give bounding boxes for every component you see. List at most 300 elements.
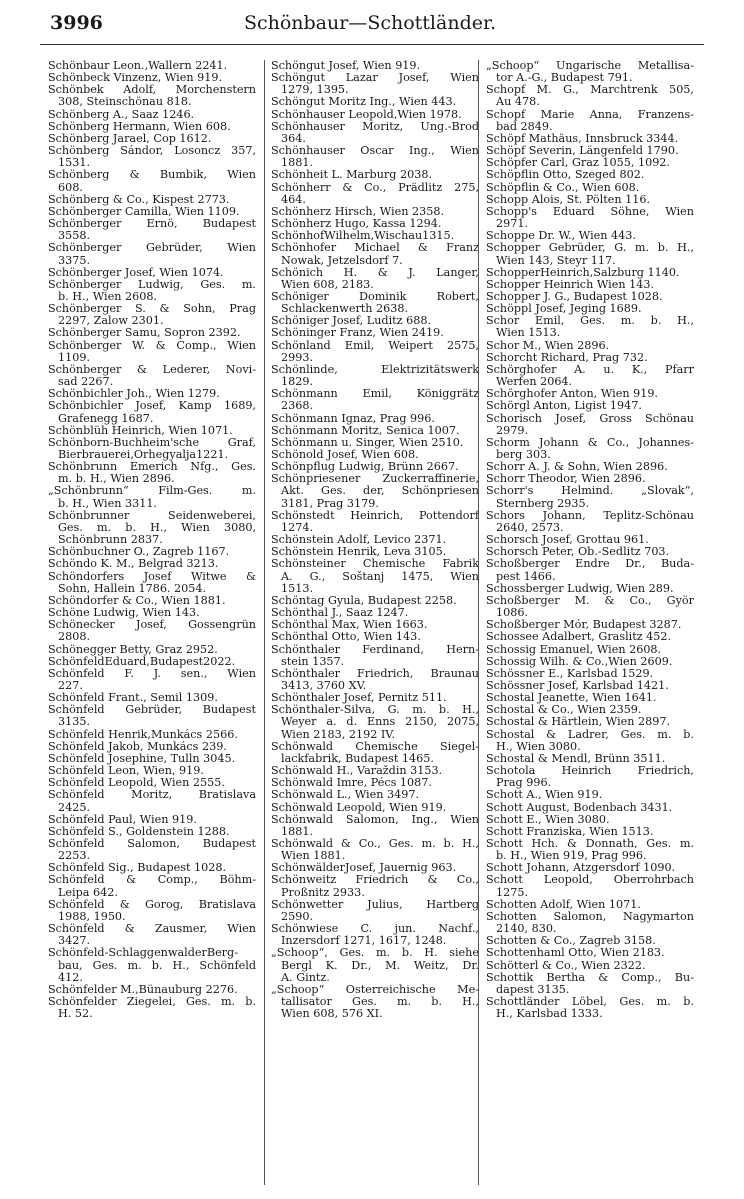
entry-line: Schönmann Ignaz, Prag 996. bbox=[271, 412, 435, 425]
entry-line: Schott Johann, Atzgersdorf 1090. bbox=[486, 862, 676, 875]
directory-entry bbox=[271, 109, 479, 121]
directory-entry bbox=[48, 607, 256, 619]
entry-line: Schöpfer Carl, Graz 1055, 1092. bbox=[486, 157, 670, 170]
entry-line: Schönberger Josef, Wien 1074. bbox=[48, 266, 224, 279]
directory-entry bbox=[48, 437, 256, 461]
entry-line: SchönhofWilhelm,Wischau1315. bbox=[271, 230, 455, 243]
directory-entry bbox=[486, 84, 694, 108]
directory-entry bbox=[271, 789, 479, 801]
entry-line: Schönthal Max, Wien 1663. bbox=[271, 619, 428, 632]
running-head: Schönbaur—Schottländer. bbox=[243, 12, 497, 34]
entry-line: Schönfeld & Zausmer, Wien bbox=[48, 923, 256, 936]
directory-entry bbox=[271, 838, 479, 862]
directory-entry bbox=[271, 862, 479, 874]
directory-entry bbox=[486, 838, 694, 862]
directory-entry bbox=[48, 267, 256, 279]
directory-entry bbox=[48, 303, 256, 327]
entry-line: Schönbichler Josef, Kamp 1689, bbox=[48, 400, 256, 413]
entry-line: Schönfeld Leon, Wien, 919. bbox=[48, 765, 204, 778]
directory-entry bbox=[48, 899, 256, 923]
entry-line: Schöpflin & Co., Wien 608. bbox=[486, 181, 640, 194]
directory-entry bbox=[48, 327, 256, 339]
entry-line: Schotola Heinrich Friedrich, bbox=[486, 765, 694, 778]
directory-entry bbox=[271, 619, 479, 631]
entry-line: Schöninger Franz, Wien 2419. bbox=[271, 327, 444, 340]
directory-entry bbox=[486, 619, 694, 631]
directory-entry bbox=[271, 607, 479, 619]
entry-continuation-line: 1829. bbox=[281, 376, 314, 389]
directory-entry bbox=[486, 546, 694, 558]
directory-entry bbox=[48, 242, 256, 266]
entry-line: Schöngut Moritz Ing., Wien 443. bbox=[271, 96, 457, 109]
directory-entry bbox=[48, 121, 256, 133]
entry-line: Schönhauser Leopold,Wien 1978. bbox=[271, 108, 462, 121]
entry-line: Schostal & Mendl, Brünn 3511. bbox=[486, 752, 666, 765]
entry-line: Schöpflin Otto, Szeged 802. bbox=[486, 169, 645, 182]
entry-line: Schönpflug Ludwig, Brünn 2667. bbox=[271, 461, 459, 474]
entry-line: Schossig Wilh. & Co.,Wien 2609. bbox=[486, 655, 673, 668]
entry-line: Schönold Josef, Wien 608. bbox=[271, 449, 419, 461]
entry-continuation-line: 1881. bbox=[281, 825, 314, 838]
entry-line: Schönberg Jarael, Čop 1612. bbox=[48, 132, 212, 145]
directory-entry bbox=[48, 619, 256, 643]
entry-line: Schossberger Ludwig, Wien 289. bbox=[486, 582, 674, 595]
directory-entry bbox=[486, 595, 694, 619]
directory-entry bbox=[271, 182, 479, 206]
entry-line: Schönbaur Leon.,Wallern 2241. bbox=[48, 60, 228, 72]
entry-line: Schönthal Otto, Wien 143. bbox=[271, 631, 421, 644]
entry-continuation-line: Wien 608, 2183. bbox=[281, 278, 374, 291]
entry-line: Schönfeld & Comp., Böhm- bbox=[48, 874, 256, 887]
entry-line: Schor M., Wien 2896. bbox=[486, 339, 610, 352]
entry-continuation-line: 1881. bbox=[281, 157, 314, 170]
entry-line: Schönfeld Moritz, Bratislava bbox=[48, 789, 256, 802]
entry-line: Schönfeld Paul, Wien 919. bbox=[48, 813, 197, 826]
entry-continuation-line: m. b. H., Wien 2896. bbox=[58, 473, 175, 486]
directory-entry bbox=[48, 862, 256, 874]
entry-continuation-line: 2808. bbox=[58, 631, 91, 644]
directory-entry bbox=[48, 400, 256, 424]
entry-line: Schönwiese C. jun. Nachf., bbox=[271, 923, 479, 936]
entry-continuation-line: 2297, Žalow 2301. bbox=[58, 315, 164, 328]
entry-continuation-line: Wien 1881. bbox=[281, 850, 346, 863]
entry-continuation-line: 3375. bbox=[58, 254, 91, 267]
directory-entry bbox=[271, 315, 479, 327]
entry-line: Schönbek Adolf, Morchenstern bbox=[48, 84, 256, 97]
entry-line: Schönstein Adolf, Levico 2371. bbox=[271, 534, 447, 547]
entry-line: Schostal Jeanette, Wien 1641. bbox=[486, 692, 657, 705]
entry-continuation-line: 1513. bbox=[281, 582, 314, 595]
entry-line: Schönbeck Vinzenz, Wien 919. bbox=[48, 72, 223, 85]
entry-line: Schönfeld F. J. sen., Wien bbox=[48, 667, 256, 680]
entry-line: „Schönbrunn“ Film-Ges. m. bbox=[48, 485, 256, 498]
directory-entry bbox=[486, 267, 694, 279]
entry-continuation-line: b. H., Wien 3311. bbox=[58, 497, 157, 510]
column-divider bbox=[264, 60, 265, 1185]
directory-entry bbox=[486, 60, 694, 84]
directory-entry bbox=[271, 546, 479, 558]
entry-line: Schottländer Löbel, Ges. m. b. bbox=[486, 996, 694, 1009]
directory-entry bbox=[48, 947, 256, 983]
directory-entry bbox=[271, 449, 479, 461]
entry-line: Schossig Emanuel, Wien 2608. bbox=[486, 643, 662, 656]
entry-continuation-line: Schönbrunn 2837. bbox=[58, 534, 163, 547]
entry-continuation-line: Wien 608, 576 XI. bbox=[281, 1008, 383, 1021]
directory-entry bbox=[486, 364, 694, 388]
directory-entry bbox=[271, 364, 479, 388]
directory-entry bbox=[48, 704, 256, 728]
entry-continuation-line: 1531. bbox=[58, 157, 91, 170]
entry-line: Schönlinde, Elektrizitätswerk bbox=[271, 363, 479, 376]
directory-entry bbox=[486, 340, 694, 352]
entry-line: Schössner E., Karlsbad 1529. bbox=[486, 667, 654, 680]
entry-line: Schopf M. G., Marchtrenk 505, bbox=[486, 84, 694, 97]
column-divider bbox=[478, 60, 479, 1185]
entry-continuation-line: Proßnitz 2933. bbox=[281, 886, 365, 899]
entry-line: Schönhofer Michael & Franz bbox=[271, 242, 479, 255]
directory-entry bbox=[271, 923, 479, 947]
directory-entry bbox=[271, 874, 479, 898]
entry-line: Schönberg Hermann, Wien 608. bbox=[48, 120, 231, 133]
directory-entry bbox=[48, 145, 256, 169]
entry-line: Schöndorfers Josef Witwe & bbox=[48, 570, 256, 583]
entry-line: Schönwetter Julius, Hartberg bbox=[271, 898, 479, 911]
entry-line: Schott Hch. & Donnath, Ges. m. bbox=[486, 838, 694, 850]
entry-line: Schönegger Betty, Graz 2952. bbox=[48, 643, 218, 656]
entry-line: Schönbuchner O., Zagreb 1167. bbox=[48, 546, 230, 559]
directory-entry bbox=[486, 461, 694, 473]
entry-continuation-line: Inzersdorf 1271, 1617, 1248. bbox=[281, 935, 447, 948]
entry-line: Schönwald Salomon, Ing., Wien bbox=[271, 813, 479, 826]
directory-entry bbox=[48, 546, 256, 558]
entry-line: Schönberger Gebrüder, Wien bbox=[48, 242, 256, 255]
entry-continuation-line: Bierbrauerei,Örhegyalja1221. bbox=[58, 449, 229, 461]
entry-line: Schorsch Peter, Ob.-Sedlitz 703. bbox=[486, 546, 670, 559]
directory-entry bbox=[486, 911, 694, 935]
directory-entry bbox=[48, 729, 256, 741]
entry-line: Schotten Adolf, Wien 1071. bbox=[486, 898, 641, 911]
entry-continuation-line: Au 478. bbox=[496, 96, 540, 109]
entry-line: Schönberg Sándor, Losoncz 357, bbox=[48, 145, 256, 158]
entry-continuation-line: Leipa 642. bbox=[58, 886, 118, 899]
entry-line: Schöpf Severin, Längenfeld 1790. bbox=[486, 145, 679, 158]
entry-continuation-line: Sohn, Hallein 1786. 2054. bbox=[58, 582, 207, 595]
directory-entry bbox=[271, 230, 479, 242]
entry-line: Schorisch Josef, Gross Schönau bbox=[486, 412, 694, 425]
directory-entry bbox=[271, 473, 479, 509]
directory-entry bbox=[48, 741, 256, 753]
entry-continuation-line: A. Gintz. bbox=[281, 971, 330, 984]
entry-line: Schönecker Josef, Gossengrün bbox=[48, 619, 256, 632]
directory-entry bbox=[271, 169, 479, 181]
directory-entry bbox=[271, 534, 479, 546]
directory-entry bbox=[486, 400, 694, 412]
directory-entry bbox=[486, 388, 694, 400]
entry-line: Schors Johann, Teplitz-Schönau bbox=[486, 509, 694, 522]
directory-entry bbox=[486, 291, 694, 303]
entry-line: Schönberger Samu, Sopron 2392. bbox=[48, 327, 241, 340]
directory-entry bbox=[486, 109, 694, 133]
entry-line: Schorr's Helmind. „Slovak“, bbox=[486, 485, 694, 498]
entry-continuation-line: berg 303. bbox=[496, 449, 551, 461]
directory-entry bbox=[486, 765, 694, 789]
entry-line: Schönherz Hirsch, Wien 2358. bbox=[271, 205, 444, 218]
directory-entry bbox=[486, 704, 694, 716]
entry-line: Schönbichler Joh., Wien 1279. bbox=[48, 388, 220, 401]
entry-line: Schoßberger Endre Dr., Buda- bbox=[486, 558, 694, 571]
directory-entry bbox=[48, 461, 256, 485]
entry-line: Schottenhaml Otto, Wien 2183. bbox=[486, 947, 665, 960]
entry-line: Schopf Marie Anna, Franzens- bbox=[486, 108, 694, 121]
entry-line: Schöngut Josef, Wien 919. bbox=[271, 60, 421, 72]
directory-entry bbox=[48, 874, 256, 898]
page-number: 3996 bbox=[50, 12, 103, 34]
entry-continuation-line: Wien 1513. bbox=[496, 327, 561, 340]
entry-line: Schössner Josef, Karlsbad 1421. bbox=[486, 679, 669, 692]
entry-line: Schönpriesener Zuckerraffinerie, bbox=[271, 473, 479, 486]
directory-entry bbox=[48, 753, 256, 765]
directory-entry bbox=[486, 145, 694, 157]
directory-entry bbox=[271, 510, 479, 534]
entry-continuation-line: 1274. bbox=[281, 521, 314, 534]
entry-line: Schönbrunn Emerich Nfg., Ges. bbox=[48, 461, 256, 474]
directory-entry bbox=[486, 169, 694, 181]
directory-entry bbox=[271, 814, 479, 838]
directory-entry bbox=[271, 291, 479, 315]
entry-continuation-line: bau, Ges. m. b. H., Schönfeld bbox=[58, 959, 256, 972]
directory-entry bbox=[48, 765, 256, 777]
entry-line: Schönwald & Co., Ges. m. b. H., bbox=[271, 838, 479, 850]
entry-continuation-line: b. H., Wien 919, Prag 996. bbox=[496, 850, 647, 863]
directory-entry bbox=[48, 826, 256, 838]
directory-entry bbox=[271, 802, 479, 814]
directory-entry bbox=[486, 862, 694, 874]
entry-line: Schönich H. & J. Langer, bbox=[271, 266, 479, 279]
entry-line: Schopper Gebrüder, G. m. b. H., bbox=[486, 242, 694, 255]
directory-entry bbox=[271, 425, 479, 437]
entry-line: Schönfelder Ziegelei, Ges. m. b. bbox=[48, 996, 256, 1009]
directory-entry bbox=[271, 631, 479, 643]
entry-line: Schopper Heinrich Wien 143. bbox=[486, 278, 655, 291]
entry-line: Schönberg & Bumbik, Wien bbox=[48, 169, 256, 182]
directory-entry bbox=[486, 947, 694, 959]
directory-entry bbox=[271, 340, 479, 364]
directory-entry bbox=[48, 984, 256, 996]
entry-line: Schoßberger Mór, Budapest 3287. bbox=[486, 619, 682, 632]
entry-line: Schönberger W. & Comp., Wien bbox=[48, 339, 256, 352]
directory-entry bbox=[271, 984, 479, 1020]
entry-line: Schoßberger M. & Co., Györ bbox=[486, 594, 694, 607]
directory-entry bbox=[48, 194, 256, 206]
entry-line: Schötterl & Co., Wien 2322. bbox=[486, 959, 646, 972]
entry-line: Schott A., Wien 919. bbox=[486, 789, 603, 802]
entry-line: Schopper J. G., Budapest 1028. bbox=[486, 290, 663, 303]
directory-entry bbox=[271, 60, 479, 72]
directory-entry bbox=[486, 729, 694, 753]
entry-line: Schostal & Härtlein, Wien 2897. bbox=[486, 716, 671, 729]
entry-continuation-line: 1275. bbox=[496, 886, 529, 899]
directory-entry bbox=[486, 534, 694, 546]
entry-line: Schöndorfer & Co., Wien 1881. bbox=[48, 594, 226, 607]
directory-entry bbox=[48, 668, 256, 692]
directory-entry bbox=[486, 716, 694, 728]
entry-line: Schönfeld-SchlaggenwalderBerg- bbox=[48, 947, 238, 960]
entry-continuation-line: 608. bbox=[58, 181, 83, 194]
entry-line: „Schoop“, Ges. m. b. H. siehe bbox=[271, 947, 479, 960]
entry-continuation-line: Ges. m. b. H., Wien 3080, bbox=[58, 521, 256, 534]
directory-entry bbox=[271, 741, 479, 765]
directory-entry bbox=[486, 583, 694, 595]
directory-entry bbox=[48, 60, 256, 72]
entry-line: Schostal & Ladrer, Ges. m. b. bbox=[486, 728, 694, 741]
directory-entry bbox=[486, 960, 694, 972]
entry-continuation-line: 1279, 1395. bbox=[281, 84, 349, 97]
directory-entry bbox=[486, 826, 694, 838]
entry-continuation-line: H., Wien 3080. bbox=[496, 740, 581, 753]
entry-line: Schotten & Co., Zagreb 3158. bbox=[486, 935, 656, 948]
entry-continuation-line: b. H., Wien 2608. bbox=[58, 290, 157, 303]
directory-entry bbox=[48, 595, 256, 607]
entry-line: Schönthaler Ferdinand, Hern- bbox=[271, 643, 479, 656]
entry-line: Schönfeld Jakob, Munkács 239. bbox=[48, 740, 227, 753]
directory-entry bbox=[486, 133, 694, 145]
column-2 bbox=[271, 60, 479, 1020]
directory-entry bbox=[48, 133, 256, 145]
entry-line: Schöndo K. M., Belgrad 3213. bbox=[48, 558, 219, 571]
directory-entry bbox=[48, 838, 256, 862]
directory-entry bbox=[48, 571, 256, 595]
entry-continuation-line: 2971. bbox=[496, 218, 529, 231]
entry-continuation-line: lackfabrik, Budapest 1465. bbox=[281, 752, 434, 765]
directory-entry bbox=[271, 704, 479, 740]
directory-entry bbox=[271, 899, 479, 923]
directory-entry bbox=[48, 814, 256, 826]
directory-entry bbox=[48, 510, 256, 546]
entry-line: Schottik Bertha & Comp., Bu- bbox=[486, 971, 694, 984]
entry-continuation-line: H., Karlsbad 1333. bbox=[496, 1008, 603, 1021]
directory-entry bbox=[486, 656, 694, 668]
directory-entry bbox=[48, 996, 256, 1020]
entry-continuation-line: 2979. bbox=[496, 424, 529, 437]
directory-entry bbox=[486, 473, 694, 485]
directory-entry bbox=[486, 352, 694, 364]
directory-entry bbox=[48, 340, 256, 364]
entry-line: Schönwald L., Wien 3497. bbox=[271, 789, 420, 802]
entry-continuation-line: 3135. bbox=[58, 716, 91, 729]
directory-entry bbox=[48, 923, 256, 947]
directory-entry bbox=[48, 279, 256, 303]
entry-line: Schorm Johann & Co., Johannes- bbox=[486, 436, 694, 449]
entry-line: Schönsteiner Chemische Fabrik bbox=[271, 558, 479, 571]
directory-entry bbox=[48, 485, 256, 509]
entry-line: Schott Franziska, Wien 1513. bbox=[486, 825, 654, 838]
entry-line: Schönberger & Lederer, Novi- bbox=[48, 363, 256, 376]
directory-entry bbox=[271, 413, 479, 425]
directory-entry bbox=[486, 668, 694, 680]
entry-line: Schöngut Lazar Josef, Wien bbox=[271, 72, 479, 85]
entry-line: Schönfeld Gebrüder, Budapest bbox=[48, 704, 256, 717]
entry-line: Schopp Alois, St. Pölten 116. bbox=[486, 193, 651, 206]
entry-continuation-line: tor A.-G., Budapest 791. bbox=[496, 72, 633, 85]
entry-line: „Schoop“ Österreichische Me- bbox=[271, 983, 479, 996]
entry-line: Schönherz Hugo, Kassa 1294. bbox=[271, 218, 442, 231]
entry-continuation-line: dapest 3135. bbox=[496, 983, 570, 996]
entry-line: Schönberg A., Saaz 1246. bbox=[48, 108, 195, 121]
entry-line: Schöppl Josef, Jeging 1689. bbox=[486, 303, 642, 316]
directory-entry bbox=[271, 218, 479, 230]
entry-continuation-line: 2640, 2573. bbox=[496, 521, 564, 534]
entry-line: Schönfeld Josephine, Tulln 3045. bbox=[48, 752, 236, 765]
entry-line: Schönwald H., Varaždin 3153. bbox=[271, 765, 443, 778]
entry-line: Schönmann Emil, Königgrätz bbox=[271, 388, 479, 401]
directory-entry bbox=[271, 388, 479, 412]
directory-entry bbox=[271, 668, 479, 692]
directory-entry bbox=[486, 182, 694, 194]
directory-entry bbox=[271, 267, 479, 291]
entry-continuation-line: 3181, Prag 3179. bbox=[281, 497, 379, 510]
directory-entry bbox=[271, 765, 479, 777]
directory-entry bbox=[48, 72, 256, 84]
entry-continuation-line: Weyer a. d. Enns 2150, 2075, bbox=[281, 716, 479, 729]
directory-entry bbox=[486, 510, 694, 534]
directory-entry bbox=[48, 388, 256, 400]
directory-entry bbox=[48, 169, 256, 193]
entry-continuation-line: 2140, 830. bbox=[496, 923, 557, 936]
entry-line: Schönstein Henrik, Leva 3105. bbox=[271, 546, 447, 559]
entry-line: Schönfeld S., Goldenstein 1288. bbox=[48, 825, 230, 838]
entry-line: „Schoop“ Ungarische Metallisa- bbox=[486, 60, 694, 72]
directory-entry bbox=[486, 279, 694, 291]
directory-entry bbox=[271, 595, 479, 607]
directory-entry bbox=[48, 425, 256, 437]
directory-entry bbox=[48, 777, 256, 789]
entry-line: Schönstedt Heinrich, Pottendorf bbox=[271, 509, 479, 522]
entry-continuation-line: Nowak, Jetzelsdorf 7. bbox=[281, 254, 403, 267]
column-3 bbox=[486, 60, 694, 1020]
entry-line: Schönfeld Frant., Semil 1309. bbox=[48, 692, 218, 705]
entry-continuation-line: 2253. bbox=[58, 850, 91, 863]
entry-line: Schönberg & Co., Kispest 2773. bbox=[48, 193, 230, 206]
directory-entry bbox=[48, 109, 256, 121]
entry-line: Schönthaler-Silva, G. m. b. H., bbox=[271, 704, 479, 717]
directory-entry bbox=[486, 644, 694, 656]
entry-continuation-line: Werfen 2064. bbox=[496, 376, 573, 389]
directory-entry bbox=[486, 631, 694, 643]
directory-entry bbox=[486, 935, 694, 947]
entry-continuation-line: stein 1357. bbox=[281, 655, 345, 668]
entry-continuation-line: 2993. bbox=[281, 351, 314, 364]
directory-entry bbox=[486, 485, 694, 509]
directory-entry bbox=[486, 692, 694, 704]
directory-entry bbox=[486, 303, 694, 315]
entry-continuation-line: 2590. bbox=[281, 910, 314, 923]
entry-line: Schönberger Ernö, Budapest bbox=[48, 218, 256, 231]
entry-line: SchopperHeinrich,Salzburg 1140. bbox=[486, 266, 680, 279]
entry-line: Schönmann Moritz, Senica 1007. bbox=[271, 424, 460, 437]
entry-continuation-line: Sternberg 2935. bbox=[496, 497, 590, 510]
entry-line: Schönfeld Salomon, Budapest bbox=[48, 838, 256, 850]
entry-line: Schönherr & Co., Prädlitz 275, bbox=[271, 181, 479, 194]
directory-entry bbox=[48, 692, 256, 704]
entry-continuation-line: 227. bbox=[58, 679, 83, 692]
entry-line: Schönfelder M.,Bünauburg 2276. bbox=[48, 983, 238, 996]
directory-entry bbox=[271, 121, 479, 145]
entry-continuation-line: Akt. Ges. der, Schönpriesen bbox=[281, 485, 479, 498]
directory-entry bbox=[486, 230, 694, 242]
entry-line: Schönweitz Friedrich & Co., bbox=[271, 874, 479, 887]
entry-continuation-line: 2368. bbox=[281, 400, 314, 413]
directory-entry bbox=[271, 644, 479, 668]
